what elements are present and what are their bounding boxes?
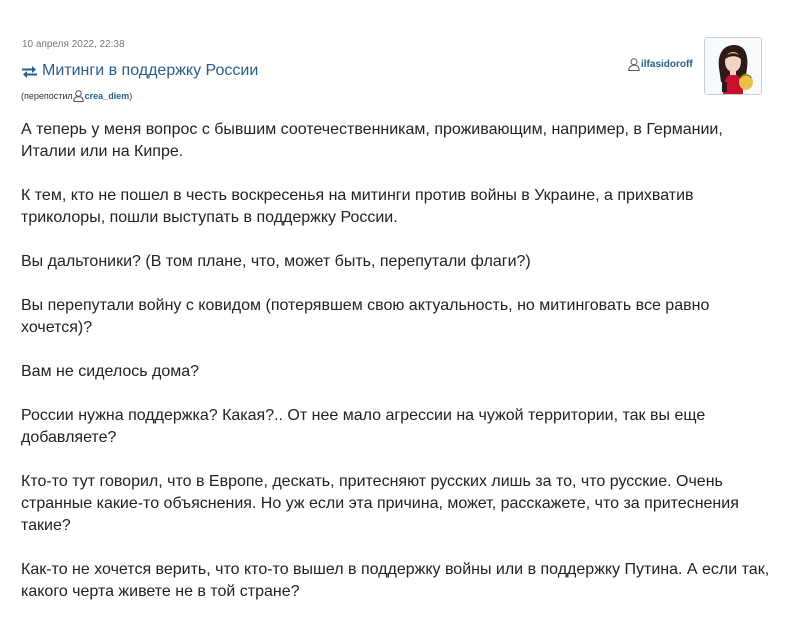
user-icon bbox=[628, 58, 640, 71]
post-title-link[interactable] bbox=[21, 62, 258, 80]
repost-close-paren: ) bbox=[129, 91, 133, 101]
repost-arrows-icon bbox=[21, 65, 38, 79]
post-paragraph: К тем, кто не пошел в честь воскресенья на митинги против войны в Украине, а прихватив триколоры, пошли выступать в поддержку России. bbox=[21, 187, 694, 226]
post-paragraph: Вы дальтоники? (В том плане, что, может быть, перепутали флаги?) bbox=[21, 253, 531, 270]
post-paragraph: Кто-то тут говорил, что в Европе, дескать, притесняют русских лишь за то, что русские. Очень странные какие-то объяснения. Но уж если эта причина, может, расскажете, что за притеснения такие? bbox=[21, 473, 739, 534]
repost-open-paren: ( bbox=[21, 91, 24, 101]
repost-info bbox=[21, 90, 132, 102]
post-paragraph: Как-то не хочется верить, что кто-то вышел в поддержку войны или в поддержку Путина. А если так, какого черта живете не в той стране? bbox=[21, 561, 770, 600]
post-paragraph: Вам не сиделось дома? bbox=[21, 363, 200, 380]
user-icon bbox=[73, 90, 84, 102]
post-paragraph: Вы перепутали войну с ковидом (потерявшем свою актуальность, но митинговать все равно хочется)? bbox=[21, 297, 710, 336]
author-link[interactable]: ilfasidoroff bbox=[641, 59, 693, 70]
post-date: 10 апреля 2022, 22:38 bbox=[22, 39, 125, 50]
repost-user-link[interactable]: crea_diem bbox=[84, 91, 130, 101]
repost-label: перепостил bbox=[24, 91, 73, 101]
post-title-text: Митинги в поддержку России bbox=[42, 62, 259, 79]
post-paragraph: России нужна поддержка? Какая?.. От нее мало агрессии на чужой территории, так вы еще добавляете? bbox=[21, 407, 706, 446]
post-paragraph: А теперь у меня вопрос с бывшим соотечественникам, проживающим, например, в Германии, Италии или на Кипре. bbox=[21, 121, 723, 160]
post-body bbox=[21, 119, 771, 625]
author-info bbox=[628, 58, 693, 71]
author-avatar[interactable] bbox=[704, 37, 762, 95]
